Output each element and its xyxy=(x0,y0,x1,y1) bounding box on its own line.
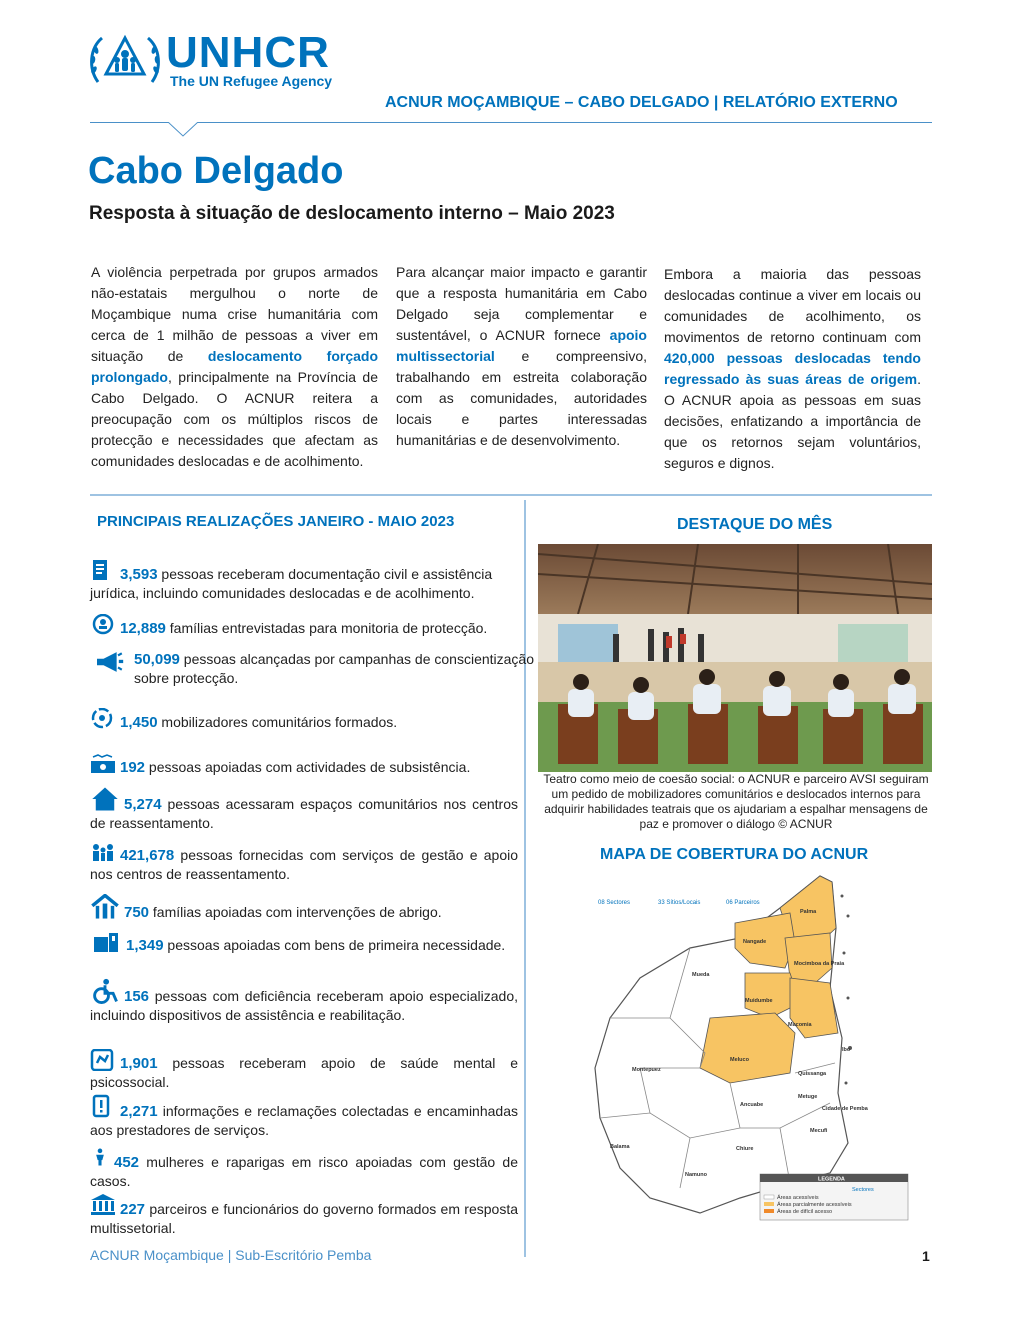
achievement-number: 421,678 xyxy=(120,847,175,864)
map-label-macomia: Macomia xyxy=(788,1022,812,1028)
photo-caption: Teatro como meio de coesão social: o ACNUR e parceiro AVSI seguiram um pedido de mobilizadores comunitários e deslocados internos para adquirir habilidades teatrais que os ajudariam a espalhar mensagens de paz e promover o diálogo © ACNUR xyxy=(543,772,929,831)
map-label-metuge: Metuge xyxy=(798,1094,818,1100)
achievement-item xyxy=(90,1144,518,1191)
achievement-number: 1,901 xyxy=(120,1055,158,1072)
map-label-mocimboa: Mocimboa da Praia xyxy=(794,961,845,967)
achievement-text: pessoas apoiadas com bens de primeira necessidade. xyxy=(163,937,506,953)
map-label-palma: Palma xyxy=(800,909,817,915)
achievement-item xyxy=(90,931,518,955)
intro-text: Embora a maioria das pessoas deslocadas continue a viver em locais ou comunidades de acolhimento, os movimentos de retorno continuam com xyxy=(664,266,921,345)
legend-partial: Áreas parcialmente acessíveis xyxy=(777,1202,852,1208)
legend-title: LEGENDA xyxy=(818,1176,845,1183)
map-label-chiure: Chiure xyxy=(736,1146,754,1152)
achievement-item xyxy=(90,650,534,688)
relief-items-icon xyxy=(90,931,122,953)
achievement-number: 192 xyxy=(120,759,146,776)
map-region-meluco xyxy=(700,1013,795,1083)
achievement-item xyxy=(90,708,518,732)
header-divider xyxy=(90,122,932,123)
intro-column-3 xyxy=(664,264,921,474)
unhcr-emblem-icon xyxy=(88,30,162,90)
achievement-text: famílias apoiadas com intervenções de abrigo. xyxy=(149,904,442,920)
achievement-text: informações e reclamações colectadas e encaminhadas aos prestadores de serviços. xyxy=(90,1103,518,1138)
family-icon xyxy=(90,841,116,863)
intro-text: e compreensivo, trabalhando em estreita colaboração com as comunidades, autoridades locais e partes interessadas humanitárias e de desenvolvimento. xyxy=(396,348,647,448)
mental-health-icon xyxy=(90,1049,116,1071)
intro-column-1 xyxy=(91,262,378,472)
intro-highlight: deslocamento forçado prolongado xyxy=(91,348,378,385)
achievement-text: famílias entrevistadas para monitoria de protecção. xyxy=(165,620,488,636)
intro-text: A violência perpetrada por grupos armados não-estatais mergulhou o norte de Moçambique numa crise humanitária com cerca de 1 milhão de pessoas a viver em situação de xyxy=(91,264,378,364)
map-label-muidumbe: Muidumbe xyxy=(745,998,773,1004)
achievement-text: pessoas alcançadas por campanhas de conscientização sobre protecção. xyxy=(134,651,534,686)
legend-sectors: Sectores xyxy=(852,1187,874,1193)
map-label-ibo: Ibo xyxy=(842,1047,851,1053)
achievement-number: 156 xyxy=(124,988,150,1005)
highlight-title: DESTAQUE DO MÊS xyxy=(677,516,833,533)
achievement-text: pessoas com deficiência receberam apoio especializado, incluindo dispositivos de assistência e reabilitação. xyxy=(90,988,518,1023)
page-subtitle: Resposta à situação de deslocamento interno – Maio 2023 xyxy=(89,203,615,224)
achievement-item xyxy=(90,614,518,638)
map-stat-sectors: 08 Sectores xyxy=(598,900,631,906)
achievement-item xyxy=(90,753,518,777)
achievement-item xyxy=(90,1093,518,1140)
column-divider xyxy=(524,500,526,1257)
page-title: Cabo Delgado xyxy=(88,150,344,192)
map-label-montepuez: Montepuez xyxy=(632,1067,661,1073)
achievement-number: 12,889 xyxy=(120,620,166,637)
logo-wordmark: UNHCR xyxy=(166,28,330,77)
achievement-number: 1,349 xyxy=(126,937,164,954)
divider-notch-icon xyxy=(168,122,198,138)
unhcr-logo xyxy=(88,30,358,92)
running-header: ACNUR MOÇAMBIQUE – CABO DELGADO | RELATÓRIO EXTERNO xyxy=(385,94,898,111)
coverage-map xyxy=(580,868,920,1228)
map-label-ancuabe: Ancuabe xyxy=(740,1102,764,1108)
achievement-text: pessoas receberam documentação civil e assistência jurídica, incluindo comunidades deslocadas e de acolhimento. xyxy=(90,566,493,601)
map-label-nangade: Nangade xyxy=(743,939,767,945)
achievement-number: 1,450 xyxy=(120,714,158,731)
achievement-number: 227 xyxy=(120,1201,146,1218)
feedback-icon xyxy=(90,1093,116,1119)
legend-difficult: Áreas de difícil acesso xyxy=(777,1209,833,1215)
achievement-item xyxy=(90,1049,518,1092)
intro-highlight: apoio multissectorial xyxy=(396,327,647,364)
map-label-pemba: Cidade de Pemba xyxy=(822,1106,868,1112)
map-drawing xyxy=(580,868,920,1228)
achievement-text: pessoas receberam apoio de saúde mental e psicossocial. xyxy=(90,1055,518,1090)
legend-accessible: Áreas acessíveis xyxy=(777,1195,819,1201)
house-icon xyxy=(90,786,120,812)
interview-icon xyxy=(90,614,116,636)
logo-tagline: The UN Refugee Agency xyxy=(170,73,333,89)
money-icon xyxy=(90,753,116,775)
achievement-item xyxy=(90,841,518,884)
wheelchair-icon xyxy=(90,978,120,1004)
achievement-item xyxy=(90,786,518,833)
achievement-number: 50,099 xyxy=(134,651,180,668)
achievement-item xyxy=(90,978,518,1025)
achievement-number: 3,593 xyxy=(120,566,158,583)
achievement-text: mobilizadores comunitários formados. xyxy=(157,714,398,730)
map-label-mueda: Mueda xyxy=(692,972,710,978)
section-divider xyxy=(90,494,932,496)
achievement-text: pessoas apoiadas com actividades de subsistência. xyxy=(145,759,471,775)
institution-icon xyxy=(90,1191,116,1217)
intro-highlight: 420,000 pessoas deslocadas tendo regressado às suas áreas de origem xyxy=(664,350,921,387)
intro-text: Para alcançar maior impacto e garantir que a resposta humanitária em Cabo Delgado seja complementar e sustentável, o ACNUR fornece xyxy=(396,264,647,343)
megaphone-icon xyxy=(90,650,128,674)
intro-text: , principalmente na Província de Cabo Delgado. O ACNUR reitera a preocupação com os múltiplos riscos de protecção e necessidades que afectam as comunidades deslocadas e de acolhimento. xyxy=(91,369,378,469)
map-stat-sites: 33 Sítios/Locais xyxy=(658,900,701,906)
page-number: 1 xyxy=(922,1248,930,1264)
map-label-meluco: Meluco xyxy=(730,1057,749,1063)
map-label-quissanga: Quissanga xyxy=(798,1071,827,1077)
achievement-text: pessoas fornecidas com serviços de gestão e apoio nos centros de reassentamento. xyxy=(90,847,518,882)
achievements-title: PRINCIPAIS REALIZAÇÕES JANEIRO - MAIO 2023 xyxy=(97,513,455,530)
map-label-balama: Balama xyxy=(610,1144,630,1150)
woman-icon xyxy=(90,1144,110,1170)
footer-office: ACNUR Moçambique | Sub-Escritório Pemba xyxy=(90,1247,372,1263)
achievement-item xyxy=(90,560,518,603)
achievement-text: pessoas acessaram espaços comunitários nos centros de reassentamento. xyxy=(90,796,518,831)
achievement-text: parceiros e funcionários do governo formados em resposta multissetorial. xyxy=(90,1201,518,1236)
achievement-number: 452 xyxy=(114,1154,140,1171)
achievement-number: 750 xyxy=(124,904,150,921)
map-label-namuno: Namuno xyxy=(685,1172,707,1178)
achievement-item xyxy=(90,894,518,922)
intro-column-2 xyxy=(396,262,647,451)
achievement-number: 2,271 xyxy=(120,1103,158,1120)
shelter-icon xyxy=(90,894,120,920)
map-label-mecufi: Mecufi xyxy=(810,1128,828,1134)
map-title: MAPA DE COBERTURA DO ACNUR xyxy=(600,846,869,863)
highlight-photo xyxy=(538,544,932,772)
map-stat-partners: 06 Parceiros xyxy=(726,900,760,906)
document-icon xyxy=(90,560,116,582)
achievement-text: mulheres e raparigas em risco apoiadas com gestão de casos. xyxy=(90,1154,518,1189)
achievement-item xyxy=(90,1191,518,1238)
achievement-number: 5,274 xyxy=(124,796,162,813)
intro-text: . O ACNUR apoia as pessoas em suas decisões, enfatizando a importância de que os retornos sejam voluntários, seguros e dignos. xyxy=(664,371,921,471)
people-cycle-icon xyxy=(90,708,116,730)
